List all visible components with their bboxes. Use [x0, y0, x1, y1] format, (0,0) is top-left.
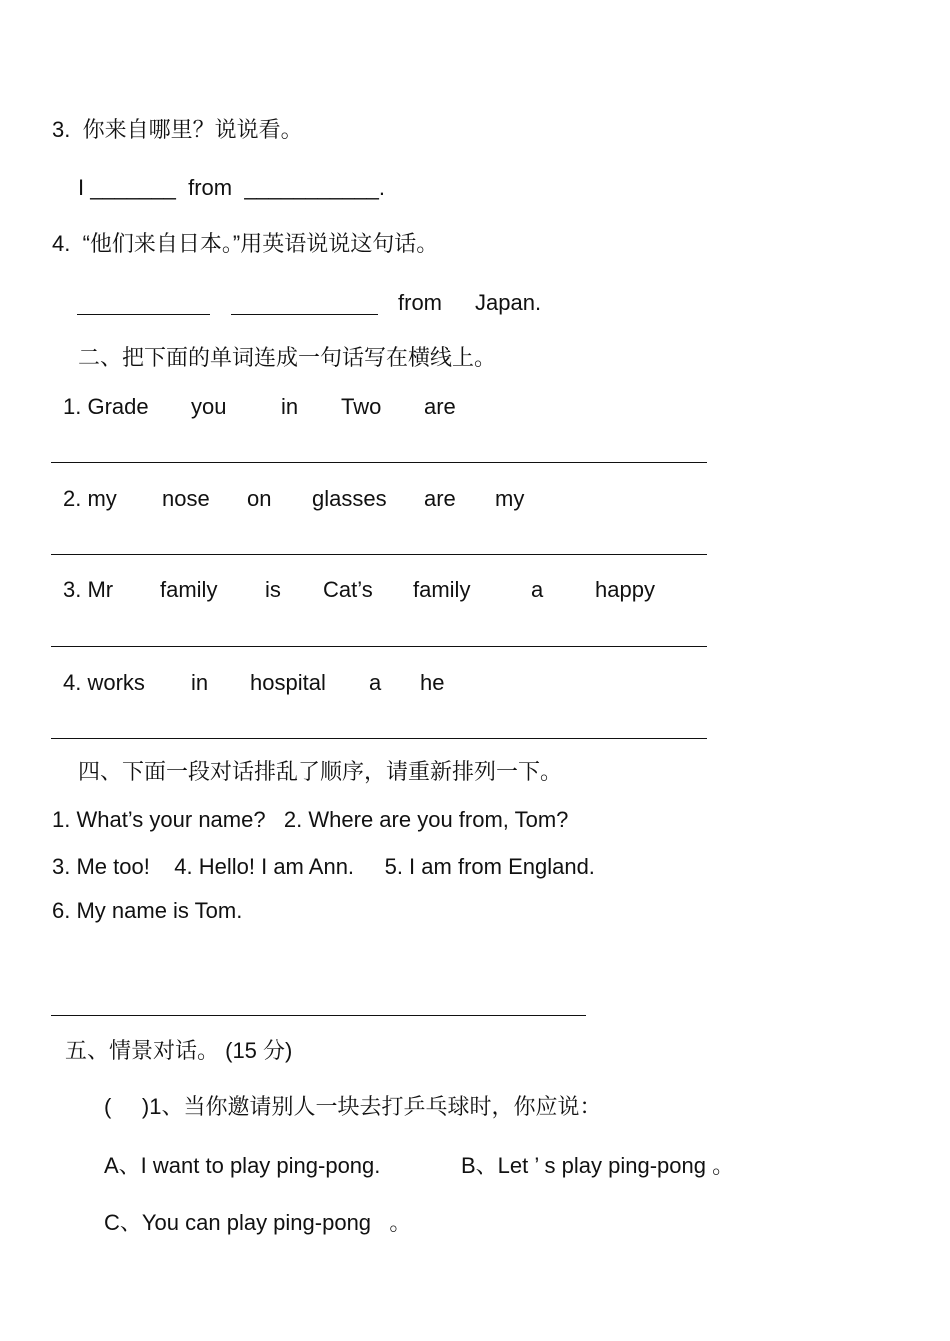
section2-heading: 二、把下面的单词连成一句话写在横线上。	[78, 345, 497, 370]
q3-prompt: 3. 你来自哪里？说说看。	[52, 117, 303, 142]
word: Cat’s	[323, 577, 373, 602]
word: Two	[341, 394, 382, 419]
word: in	[281, 394, 299, 419]
word: are	[424, 394, 456, 419]
word: hospital	[250, 670, 326, 695]
word: glasses	[312, 486, 387, 511]
answer-line-2	[51, 554, 707, 555]
word: are	[424, 486, 456, 511]
answer-line-3	[51, 646, 707, 647]
answer-line-1	[51, 462, 707, 463]
word: 4. works	[63, 670, 145, 695]
word: family	[413, 577, 471, 602]
word: from	[398, 290, 442, 315]
answer-line-4	[51, 738, 707, 739]
q4-prompt: 4. “他们来自日本。”用英语说说这句话。	[52, 231, 439, 256]
word: is	[265, 577, 281, 602]
option-c: C、You can play ping-pong 。	[104, 1210, 412, 1235]
dialogue-line-2: 3. Me too! 4. Hello! I am Ann. 5. I am from England.	[52, 854, 595, 879]
word: on	[247, 486, 272, 511]
word: 2. my	[63, 486, 117, 511]
word: in	[191, 670, 209, 695]
scramble-item-3	[0, 579, 950, 603]
scramble-item-4	[0, 672, 950, 696]
word: happy	[595, 577, 655, 602]
scramble-item-1	[0, 396, 950, 420]
option-a: A、I want to play ping-pong.	[104, 1153, 381, 1178]
word: a	[531, 577, 544, 602]
word: Japan.	[475, 290, 542, 315]
word: 1. Grade	[63, 394, 149, 419]
word: nose	[162, 486, 210, 511]
word: 3. Mr	[63, 577, 114, 602]
word: you	[191, 394, 227, 419]
dialogue-line-3: 6. My name is Tom.	[52, 898, 243, 923]
scramble-item-2	[0, 488, 950, 512]
section4-heading: 四、下面一段对话排乱了顺序，请重新排列一下。	[78, 759, 563, 784]
word: a	[369, 670, 382, 695]
question-1: ( )1、当你邀请别人一块去打乒乓球时，你应说：	[104, 1094, 602, 1119]
dialogue-answer-line	[51, 1015, 586, 1016]
q4-words	[0, 292, 950, 316]
word: he	[420, 670, 445, 695]
q3-answer-line: I _______ from ___________.	[78, 175, 386, 200]
dialogue-line-1: 1. What’s your name? 2. Where are you from, Tom?	[52, 807, 569, 832]
word: my	[495, 486, 525, 511]
option-b: B、Let ’ s play ping-pong 。	[461, 1153, 735, 1178]
section5-heading: 五、情景对话。 (15 分)	[65, 1038, 293, 1063]
word: family	[160, 577, 218, 602]
